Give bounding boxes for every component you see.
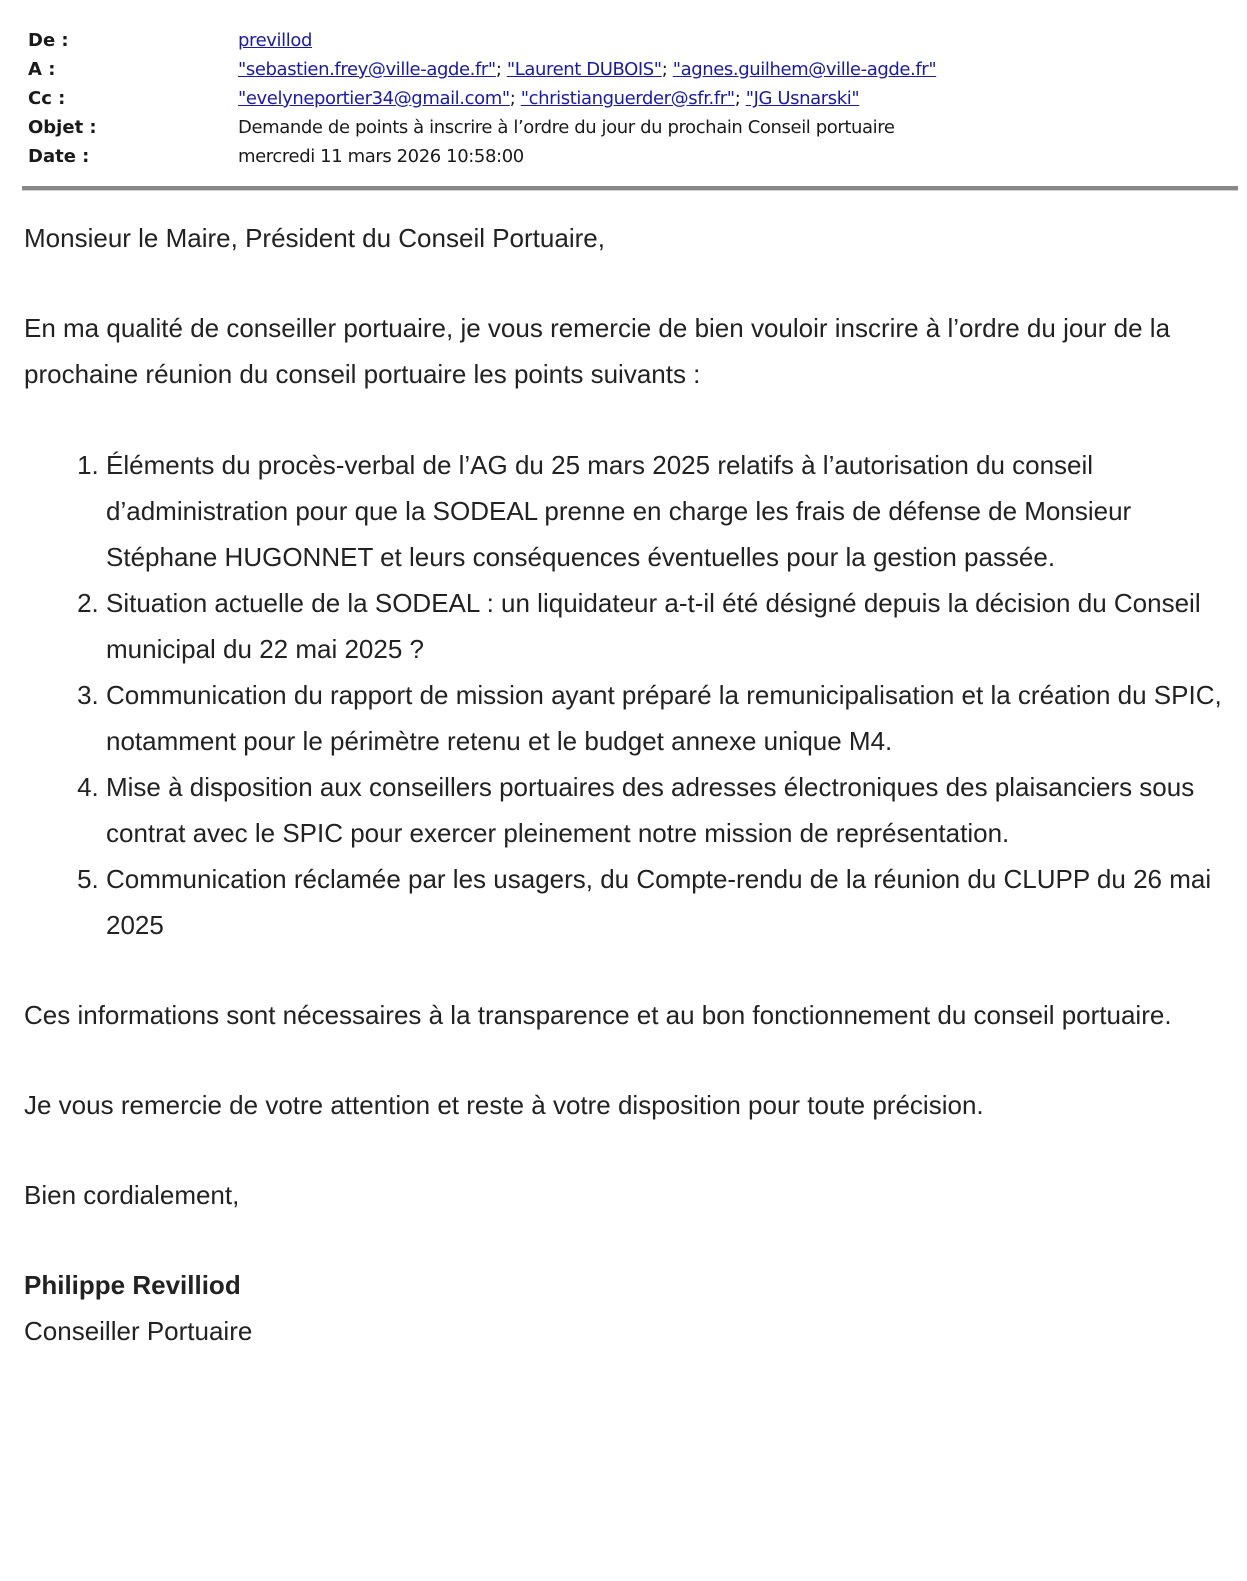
to-label: A : <box>28 59 56 80</box>
header-divider <box>22 186 1238 191</box>
date-label: Date : <box>28 146 90 167</box>
cc-link-2[interactable]: "christianguerder@sfr.fr" <box>520 88 735 109</box>
separator: ; <box>661 59 668 80</box>
to-link-1[interactable]: "sebastien.frey@ville-agde.fr" <box>238 59 496 80</box>
cc-row <box>28 84 1236 113</box>
regards: Bien cordialement, <box>24 1180 240 1210</box>
from-label: De : <box>28 30 69 51</box>
email-header <box>28 26 1236 171</box>
to-link-3[interactable]: "agnes.guilhem@ville-agde.fr" <box>672 59 937 80</box>
email-body <box>24 210 1234 1354</box>
cc-label: Cc : <box>28 88 66 109</box>
separator: ; <box>509 88 516 109</box>
intro-paragraph: En ma qualité de conseiller portuaire, je vous remercie de bien vouloir inscrire à l’ordre du jour de la prochaine réunion du conseil portuaire les points suivants : <box>24 313 1171 389</box>
separator: ; <box>495 59 502 80</box>
date-value: mercredi 11 mars 2026 10:58:00 <box>238 146 524 167</box>
greeting: Monsieur le Maire, Président du Conseil Portuaire, <box>24 223 605 253</box>
subject-row <box>28 113 1236 142</box>
closing-paragraph-2: Je vous remercie de votre attention et reste à votre disposition pour toute précision. <box>24 1090 984 1120</box>
separator: ; <box>734 88 741 109</box>
cc-link-1[interactable]: "evelyneportier34@gmail.com" <box>238 88 510 109</box>
subject-value: Demande de points à inscrire à l’ordre du jour du prochain Conseil portuaire <box>238 117 895 138</box>
to-row <box>28 55 1236 84</box>
signature-title: Conseiller Portuaire <box>24 1316 253 1346</box>
closing-paragraph-1: Ces informations sont nécessaires à la transparence et au bon fonctionnement du conseil portuaire. <box>24 1000 1172 1030</box>
date-row <box>28 142 1236 171</box>
list-item: 1. Éléments du procès-verbal de l’AG du 25 mars 2025 relatifs à l’autorisation du conseil d’administration pour que la SODEAL prenne en charge les frais de défense de Monsieur Stéphane HUGONNET et leurs conséquences éventuelles pour la gestion passée. <box>106 442 1234 580</box>
from-row <box>28 26 1236 55</box>
list-item: 5. Communication réclamée par les usagers, du Compte-rendu de la réunion du CLUPP du 26 mai 2025 <box>106 856 1234 948</box>
cc-link-3[interactable]: "JG Usnarski" <box>745 88 860 109</box>
list-item: 4. Mise à disposition aux conseillers portuaires des adresses électroniques des plaisanciers sous contrat avec le SPIC pour exercer pleinement notre mission de représentation. <box>106 764 1234 856</box>
list-item: 3. Communication du rapport de mission ayant préparé la remunicipalisation et la création du SPIC, notamment pour le périmètre retenu et le budget annexe unique M4. <box>106 672 1234 764</box>
list-item: 2. Situation actuelle de la SODEAL : un liquidateur a-t-il été désigné depuis la décision du Conseil municipal du 22 mai 2025 ? <box>106 580 1234 672</box>
signature-name: Philippe Revilliod <box>24 1270 241 1300</box>
agenda-list <box>24 442 1234 948</box>
subject-label: Objet : <box>28 117 97 138</box>
to-link-2[interactable]: "Laurent DUBOIS" <box>506 59 662 80</box>
from-link[interactable]: previllod <box>238 30 312 51</box>
